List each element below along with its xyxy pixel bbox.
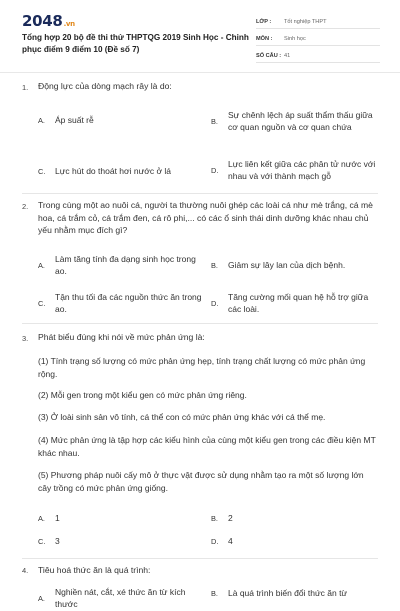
question-divider: [22, 558, 378, 559]
option-letter: A.: [38, 260, 45, 270]
option-text: 3: [55, 535, 60, 546]
option-a[interactable]: [38, 251, 208, 279]
meta-value-mon: Sinh học: [284, 35, 306, 42]
option-c[interactable]: [38, 534, 208, 548]
option-a[interactable]: [38, 113, 208, 127]
option-letter: D.: [211, 298, 219, 308]
question-text: Phát biểu đúng khi nói về mức phản ứng là:: [38, 332, 205, 342]
question-number: 1.: [22, 83, 29, 92]
option-a[interactable]: [38, 586, 208, 609]
option-text: Tận thu tối đa các nguồn thức ăn trong ao.: [55, 291, 202, 314]
statement-2: (2) Mỗi gen trong một kiểu gen có mức phản ứng riêng.: [38, 390, 247, 400]
question-4: [22, 564, 382, 609]
option-a[interactable]: [38, 511, 208, 525]
question-divider: [22, 323, 378, 324]
option-text: Giảm sự lây lan của dịch bệnh.: [228, 259, 346, 270]
option-b[interactable]: [211, 102, 381, 140]
option-letter: B.: [211, 116, 218, 126]
header-divider: [0, 72, 400, 73]
statement-5: (5) Phương pháp nuôi cấy mô ở thực vật được sử dụng nhằm tạo ra một số lượng lớn cây trồng có mức phản ứng giống.: [38, 470, 364, 493]
site-logo[interactable]: [22, 12, 75, 30]
option-letter: A.: [38, 513, 45, 523]
meta-table: [256, 15, 380, 66]
option-text: Lực liên kết giữa các phân tử nước với nhau và với thành mạch gỗ: [228, 158, 376, 181]
option-letter: C.: [38, 298, 46, 308]
option-c[interactable]: [38, 164, 208, 178]
option-text: Làm tăng tính đa dạng sinh học trong ao.: [55, 253, 196, 276]
option-text: Lực hút do thoát hơi nước ở lá: [55, 165, 171, 176]
meta-label-socau: SỐ CÂU :: [256, 52, 282, 59]
option-text: Áp suất rễ: [55, 114, 94, 125]
option-text: 1: [55, 512, 60, 523]
option-d[interactable]: [211, 156, 381, 184]
option-c[interactable]: [38, 289, 208, 317]
option-b[interactable]: [211, 586, 381, 600]
question-text: Trong cùng một ao nuôi cá, người ta thường nuôi ghép các loài cá như mè trắng, cá mè hoa, cá trắm cỏ, cá trắm đen, cá rô phi,... có các ổ sinh thái dinh dưỡng khác nhau chủ yếu nhằm mục đích gì?: [38, 200, 373, 235]
meta-value-lop: Tốt nghiệp THPT: [284, 18, 327, 25]
question-3: [22, 331, 382, 556]
question-number: 4.: [22, 566, 29, 575]
document-title: Tổng hợp 20 bộ đề thi thử THPTQG 2019 Sinh Học - Chinh phục điểm 9 điểm 10 (Đề số 7): [22, 33, 249, 54]
meta-label-mon: MÔN :: [256, 35, 273, 42]
option-letter: C.: [38, 166, 46, 176]
option-text: Nghiền nát, cắt, xé thức ăn từ kích thước: [55, 586, 186, 609]
option-b[interactable]: [211, 511, 381, 525]
document-header: [0, 0, 400, 72]
option-b[interactable]: [211, 258, 381, 272]
option-text: 4: [228, 535, 233, 546]
question-number: 2.: [22, 202, 29, 211]
option-text: Là quá trình biến đổi thức ăn từ: [228, 587, 348, 598]
option-letter: D.: [211, 536, 219, 546]
option-letter: B.: [211, 513, 218, 523]
meta-row-lop: [256, 15, 380, 29]
option-letter: A.: [38, 115, 45, 125]
meta-row-socau: [256, 49, 380, 63]
option-letter: B.: [211, 260, 218, 270]
meta-value-socau: 41: [284, 52, 291, 59]
option-text: Sự chênh lệch áp suất thẩm thấu giữa cơ quan nguồn và cơ quan chứa: [228, 109, 373, 132]
option-d[interactable]: [211, 534, 381, 548]
option-letter: D.: [211, 165, 219, 175]
statement-4: (4) Mức phản ứng là tập hợp các kiểu hình của cùng một kiểu gen trong các điều kiện MT khác nhau.: [38, 435, 376, 458]
option-text: 2: [228, 512, 233, 523]
option-d[interactable]: [211, 289, 381, 317]
option-letter: B.: [211, 588, 218, 598]
question-1: [22, 80, 382, 190]
option-letter: C.: [38, 536, 46, 546]
statement-1: (1) Tính trạng số lượng có mức phản ứng hẹp, tính trạng chất lượng có mức phản ứng rộng.: [38, 356, 366, 379]
question-text: Tiêu hoá thức ăn là quá trình:: [38, 565, 151, 575]
question-divider: [22, 193, 378, 194]
logo-tld: .vn: [63, 20, 75, 28]
question-number: 3.: [22, 334, 29, 343]
meta-label-lop: LỚP :: [256, 18, 272, 25]
option-text: Tăng cường mối quan hệ hỗ trợ giữa các loài.: [228, 291, 369, 314]
question-2: [22, 199, 382, 319]
statement-3: (3) Ở loài sinh sản vô tính, cá thể con có mức phản ứng khác với cá thể mẹ.: [38, 412, 326, 422]
question-text: Động lực của dòng mạch rây là do:: [38, 81, 172, 91]
option-letter: A.: [38, 593, 45, 603]
meta-row-mon: [256, 32, 380, 46]
logo-text: 2048: [22, 12, 63, 30]
